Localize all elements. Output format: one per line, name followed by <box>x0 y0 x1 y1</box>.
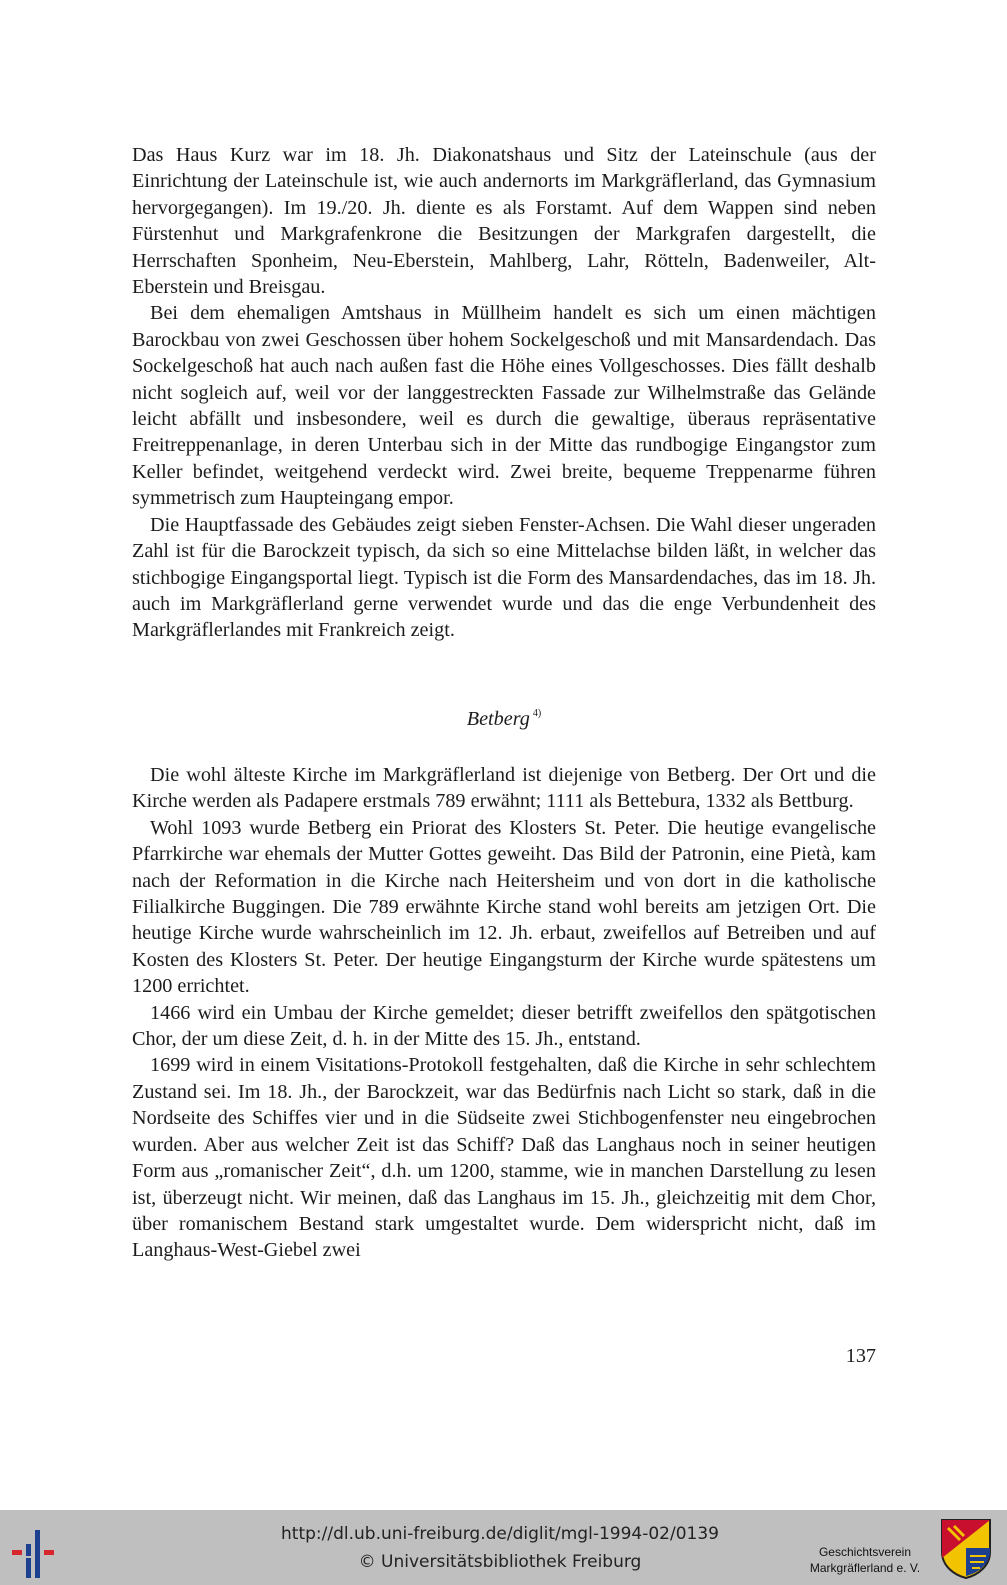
ub-freiburg-logo-icon[interactable] <box>10 1530 64 1578</box>
footer-copyright: © Universitätsbibliothek Freiburg <box>358 1552 642 1572</box>
section-heading <box>132 708 876 731</box>
paragraph: Bei dem ehemaligen Amtshaus in Müllheim handelt es sich um einen mächtigen Barockbau von zwei Geschossen über hohem Sockelgeschoß und mit Mansardendach. Das Sockelgeschoß hat auch nach außen fast die Höhe eines Vollgeschosses. Dies fällt deshalb nicht sogleich auf, weil vor der langgestreckten Fassade zur Wilhelmstraße das Gelände leicht abfällt und insbesondere, weil es durch die gewaltige, überaus repräsentative Freitreppenanlage, in deren Unterbau sich in der Mitte das rundbogige Eingangstor zum Keller befindet, weitgehend verdeckt wird. Zwei breite, bequeme Treppenarme führen symmetrisch zum Haupteingang empor. <box>132 302 876 510</box>
body-text-block <box>132 762 876 1264</box>
paragraph: Das Haus Kurz war im 18. Jh. Diakonatshaus und Sitz der Lateinschule (aus der Einrichtung der Lateinschule ist, wie auch andernorts im Markgräflerland, das Gymnasium hervorgegangen). Im 19./20. Jh. diente es als Forstamt. Auf dem Wappen sind neben Fürstenhut und Markgrafenkrone die Besitzungen der Markgrafen dargestellt, die Herrschaften Sponheim, Neu-Eberstein, Mahlberg, Lahr, Rötteln, Badenweiler, Alt-Eberstein und Breisgau. <box>132 144 876 299</box>
paragraph: 1466 wird ein Umbau der Kirche gemeldet; dieser betrifft zweifellos den spätgotischen Chor, der um diese Zeit, d. h. in der Mitte des 15. Jh., entstand. <box>132 1001 876 1051</box>
body-text-block <box>132 142 876 644</box>
paragraph: Die wohl älteste Kirche im Markgräflerland ist diejenige von Betberg. Der Ort und die Kirche werden als Padapere erstmals 789 erwähnt; 1111 als Bettebura, 1332 als Bettburg. <box>132 764 876 813</box>
coat-of-arms-icon <box>940 1518 992 1580</box>
footer-url-link[interactable]: http://dl.ub.uni-freiburg.de/diglit/mgl-1994-02/0139 <box>281 1524 719 1544</box>
publisher-line-2: Markgräflerland e. V. <box>809 1561 921 1575</box>
footer-publisher <box>790 1544 940 1576</box>
footer-bar <box>0 1510 1007 1585</box>
paragraph: Wohl 1093 wurde Betberg ein Priorat des Klosters St. Peter. Die heutige evangelische Pfarrkirche war ehemals der Mutter Gottes geweiht. Das Bild der Patronin, eine Pietà, kam nach der Reformation in die Kirche nach Heitersheim und von dort in die katholische Filialkirche Buggingen. Die 789 erwähnte Kirche stand wohl bereits am jetzigen Ort. Die heutige Kirche wurde wahrscheinlich im 12. Jh. erbaut, zweifellos auf Betreiben und auf Kosten des Klosters St. Peter. Der heutige Eingangsturm der Kirche wurde spätestens um 1200 errichtet. <box>132 816 876 998</box>
page-number: 137 <box>845 1345 876 1367</box>
publisher-line-1: Geschichtsverein <box>818 1545 912 1559</box>
section-title: Betberg <box>466 708 530 730</box>
footnote-marker: 4) <box>532 708 542 719</box>
paragraph: Die Hauptfassade des Gebäudes zeigt sieben Fenster-Achsen. Die Wahl dieser ungeraden Zahl ist für die Barockzeit typisch, da sich so eine Mittelachse bilden läßt, in welcher das stichbogige Eingangsportal liegt. Typisch ist die Form des Mansardendaches, das im 18. Jh. auch im Markgräflerland gerne verwendet wurde und das die enge Verbundenheit des Markgräflerlandes mit Frankreich zeigt. <box>132 513 876 642</box>
paragraph: 1699 wird in einem Visitations-Protokoll festgehalten, daß die Kirche in sehr schlechtem Zustand sei. Im 18. Jh., der Barockzeit, war das Bedürfnis nach Licht so stark, daß in die Nordseite des Schiffes vier und in die Südseite zwei Stichbogenfenster neu eingebrochen wurden. Aber aus welcher Zeit ist das Schiff? Daß das Langhaus noch in seiner heutigen Form aus „romanischer Zeit“, d.h. um 1200, stamme, wie in manchen Darstellung zu lesen ist, überzeugt nicht. Wir meinen, daß das Langhaus im 15. Jh., gleichzeitig mit dem Chor, über romanischem Bestand stark umgestaltet wurde. Dem widerspricht nicht, daß im Langhaus-West-Giebel zwei <box>132 1054 876 1262</box>
